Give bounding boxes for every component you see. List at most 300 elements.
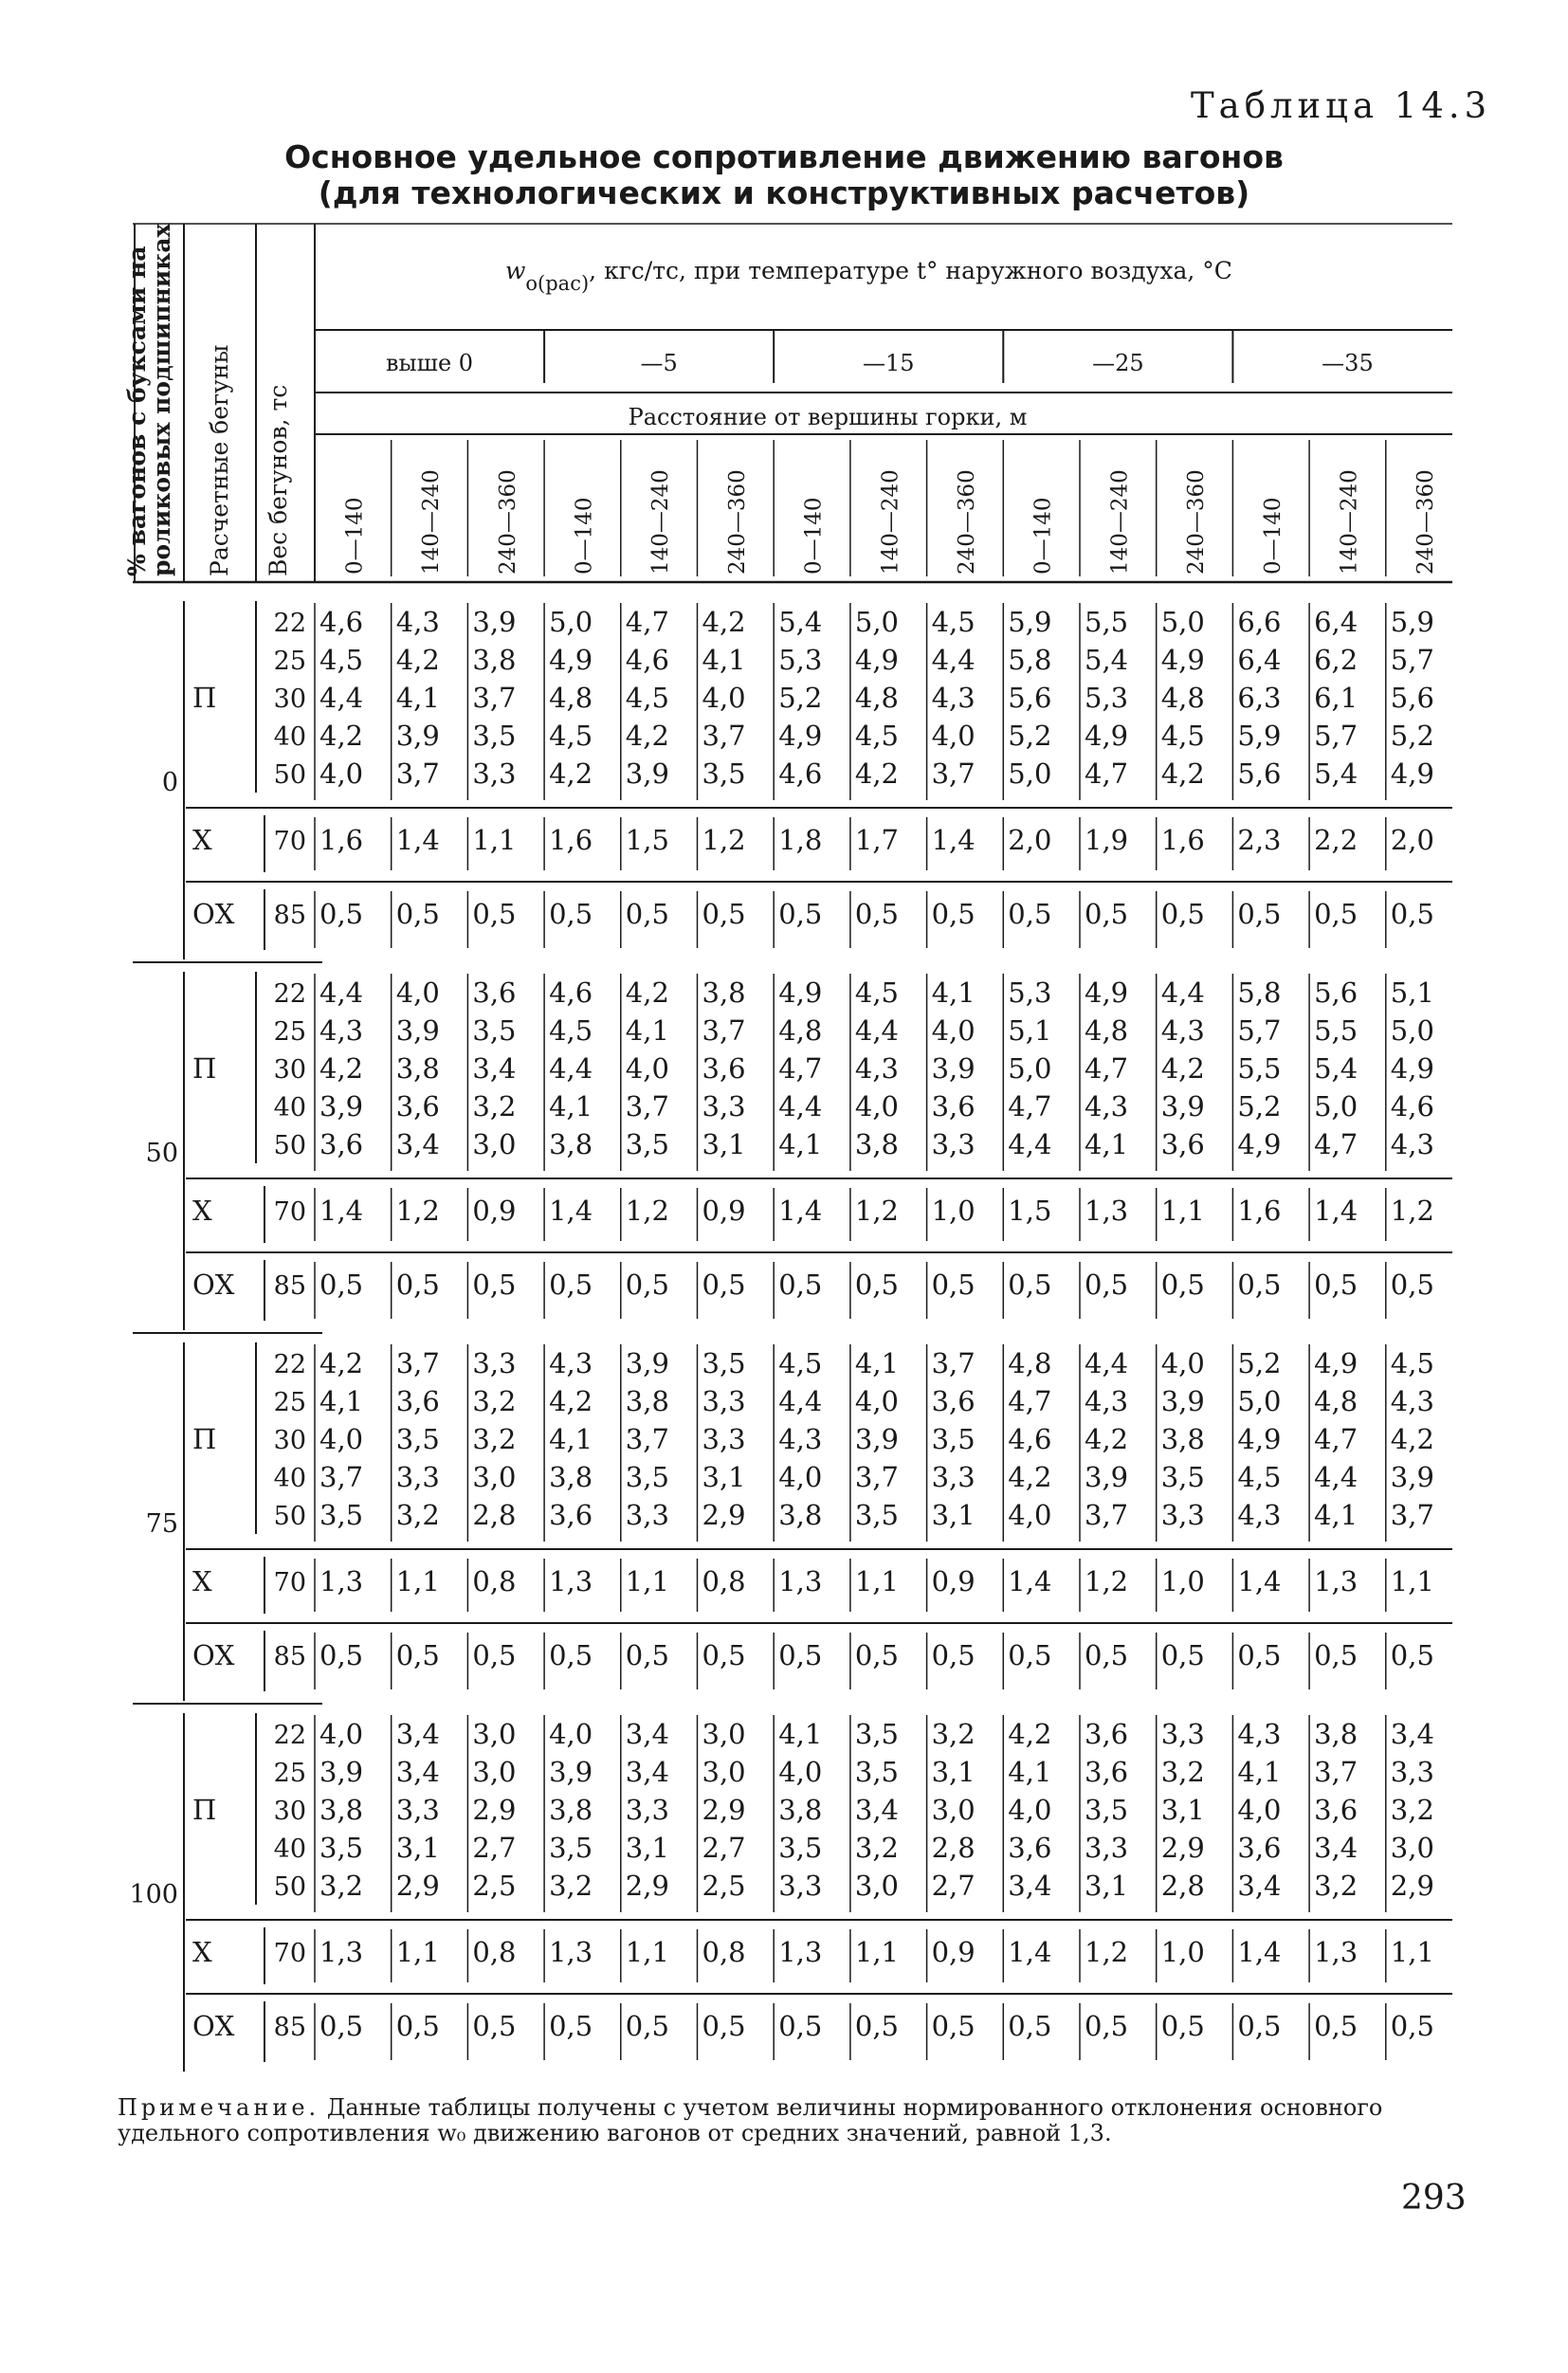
resistance-value: 4,0 (854, 1385, 900, 1417)
page-number: 293 (1401, 2179, 1467, 2218)
resistance-value: 4,0 (319, 1423, 364, 1455)
runner-weight: 85 (273, 1271, 306, 1301)
resistance-value: 1,1 (854, 1936, 900, 1968)
runner-weight: 50 (273, 1872, 306, 1902)
resistance-value: 3,0 (931, 1794, 975, 1826)
runner-weight: 25 (273, 1759, 306, 1788)
resistance-value: 3,7 (319, 1461, 364, 1493)
resistance-value: 3,3 (395, 1461, 440, 1493)
resistance-value: 5,5 (1237, 1052, 1282, 1085)
runner-weight: 70 (273, 1939, 306, 1968)
resistance-value: 4,2 (319, 1052, 364, 1085)
resistance-value: 3,2 (1160, 1756, 1205, 1788)
distance-header: 140—240 (1337, 469, 1362, 575)
distance-header: 0—140 (801, 497, 827, 575)
resistance-value: 3,9 (319, 1756, 364, 1788)
resistance-value: 3,6 (1314, 1794, 1358, 1826)
resistance-value: 4,2 (395, 644, 440, 676)
runner-weight: 85 (273, 1642, 306, 1671)
resistance-value: 3,9 (1160, 1385, 1205, 1417)
resistance-value: 3,2 (1390, 1794, 1434, 1826)
resistance-value: 3,9 (319, 1090, 364, 1123)
resistance-value: 1,1 (1160, 1195, 1205, 1227)
table-row (274, 1090, 1434, 1123)
resistance-value: 4,2 (1160, 758, 1205, 790)
distance-header: 140—240 (1107, 469, 1133, 575)
resistance-value: 0,5 (1390, 1639, 1434, 1671)
resistance-value: 0,5 (395, 898, 440, 930)
note-text: Данные таблицы получены с учетом величины нормированного отклонения основного удельного сопротивления w₀ движению вагонов от средних значений, равной 1,3. (118, 2094, 1383, 2146)
resistance-value: 4,0 (1237, 1794, 1282, 1826)
resistance-value: 3,1 (702, 1128, 746, 1160)
resistance-value: 0,5 (1085, 898, 1129, 930)
runner-weight: 22 (273, 609, 306, 638)
resistance-value: 3,7 (702, 720, 746, 752)
group-percent: 50 (145, 1139, 178, 1168)
resistance-value: 3,8 (778, 1794, 823, 1826)
resistance-value: 4,6 (625, 644, 669, 676)
resistance-value: 5,6 (1314, 977, 1358, 1009)
resistance-value: 3,5 (319, 1499, 364, 1531)
resistance-value: 0,5 (931, 1269, 975, 1301)
resistance-value: 3,1 (702, 1461, 746, 1493)
resistance-value: 3,5 (702, 758, 746, 790)
resistance-value: 3,8 (549, 1128, 593, 1160)
resistance-value: 3,6 (931, 1090, 975, 1123)
table-note (118, 2095, 1454, 2146)
resistance-value: 3,4 (1237, 1870, 1282, 1902)
resistance-value: 4,2 (1008, 1718, 1052, 1750)
group-percent: 100 (129, 1880, 178, 1909)
distance-header: Расстояние от вершины горки, м (628, 404, 1028, 430)
resistance-value: 5,0 (549, 606, 593, 638)
resistance-value: 6,6 (1237, 606, 1282, 638)
resistance-value: 3,8 (778, 1499, 823, 1531)
distance-header: 240—360 (954, 469, 979, 575)
resistance-value: 4,7 (625, 606, 669, 638)
table-row (274, 1756, 1434, 1788)
distance-header: 140—240 (878, 469, 903, 575)
table-body (129, 606, 1433, 2042)
resistance-value: 4,3 (549, 1347, 593, 1379)
table-row (192, 1936, 1434, 1968)
runner-weight: 30 (273, 685, 306, 714)
resistance-value: 6,1 (1314, 682, 1358, 714)
resistance-value: 3,6 (1085, 1718, 1129, 1750)
resistance-value: 1,1 (472, 824, 517, 856)
resistance-value: 1,3 (778, 1565, 823, 1597)
table-row (274, 758, 1434, 790)
resistance-value: 4,9 (854, 644, 900, 676)
resistance-value: 3,3 (702, 1090, 746, 1123)
resistance-value: 1,7 (854, 824, 900, 856)
resistance-value: 5,0 (1390, 1014, 1434, 1047)
resistance-value: 3,4 (1390, 1718, 1434, 1750)
resistance-value: 0,5 (1314, 1639, 1358, 1671)
resistance-value: 1,3 (319, 1565, 364, 1597)
resistance-value: 2,8 (1160, 1870, 1205, 1902)
resistance-value: 4,4 (854, 1014, 900, 1047)
resistance-value: 0,5 (702, 1269, 746, 1301)
distance-header: 240—360 (724, 469, 750, 575)
resistance-value: 5,0 (1160, 606, 1205, 638)
resistance-value: 4,8 (778, 1014, 823, 1047)
resistance-value: 3,2 (472, 1090, 517, 1123)
resistance-value: 5,5 (1085, 606, 1129, 638)
resistance-value: 2,9 (1160, 1832, 1205, 1864)
resistance-value: 3,4 (854, 1794, 900, 1826)
resistance-value: 4,3 (778, 1423, 823, 1455)
resistance-value: 3,8 (319, 1794, 364, 1826)
resistance-value: 4,1 (778, 1128, 823, 1160)
runner-weight: 40 (273, 1464, 306, 1493)
resistance-value: 4,0 (1008, 1794, 1052, 1826)
col-percent-header-line-1: % вагонов с буксами на (123, 246, 151, 576)
resistance-value: 3,5 (472, 1014, 517, 1047)
distance-header: 240—360 (1413, 469, 1439, 575)
resistance-value: 1,4 (1237, 1565, 1282, 1597)
resistance-value: 4,0 (778, 1461, 823, 1493)
resistance-value: 0,5 (702, 2010, 746, 2042)
resistance-value: 3,6 (395, 1385, 440, 1417)
resistance-value: 3,3 (472, 758, 517, 790)
resistance-value: 3,1 (1085, 1870, 1129, 1902)
resistance-value: 0,5 (472, 898, 517, 930)
resistance-value: 4,1 (395, 682, 440, 714)
resistance-value: 2,2 (1314, 824, 1358, 856)
resistance-value: 0,5 (1160, 1639, 1205, 1671)
resistance-value: 4,3 (1160, 1014, 1205, 1047)
resistance-value: 5,2 (1008, 720, 1052, 752)
resistance-value: 2,9 (702, 1499, 746, 1531)
resistance-value: 0,5 (549, 898, 593, 930)
resistance-value: 1,2 (1085, 1936, 1129, 1968)
table-row (192, 1269, 1434, 1301)
resistance-value: 3,5 (625, 1461, 669, 1493)
resistance-value: 3,2 (1314, 1870, 1358, 1902)
resistance-value: 4,1 (1085, 1128, 1129, 1160)
resistance-value: 3,9 (549, 1756, 593, 1788)
resistance-value: 0,8 (702, 1936, 746, 1968)
resistance-value: 2,7 (702, 1832, 746, 1864)
w-symbol: w (505, 257, 526, 284)
resistance-value: 4,0 (319, 1718, 364, 1750)
resistance-value: 3,6 (1160, 1128, 1205, 1160)
resistance-value: 6,3 (1237, 682, 1282, 714)
runner-type: Х (192, 1565, 212, 1597)
resistance-value: 5,0 (1008, 758, 1052, 790)
resistance-value: 3,4 (1008, 1870, 1052, 1902)
resistance-value: 5,1 (1008, 1014, 1052, 1047)
resistance-value: 0,5 (472, 1269, 517, 1301)
table-row (192, 824, 1434, 856)
resistance-value: 3,6 (1237, 1832, 1282, 1864)
temperature-header: —35 (1322, 350, 1374, 376)
resistance-value: 1,1 (1390, 1565, 1434, 1597)
resistance-value: 0,8 (472, 1565, 517, 1597)
resistance-value: 3,3 (702, 1423, 746, 1455)
runner-weight: 30 (273, 1797, 306, 1826)
resistance-value: 3,5 (1160, 1461, 1205, 1493)
table-title-line-2: (для технологических и конструктивных расчетов) (318, 174, 1250, 211)
runner-type: П (192, 682, 217, 714)
resistance-value: 0,5 (1390, 2010, 1434, 2042)
resistance-value: 4,4 (1008, 1128, 1052, 1160)
resistance-value: 3,9 (472, 606, 517, 638)
resistance-value: 3,0 (472, 1128, 517, 1160)
resistance-value: 1,2 (395, 1195, 440, 1227)
resistance-value: 3,3 (702, 1385, 746, 1417)
table-row (274, 1014, 1434, 1047)
resistance-value: 4,4 (778, 1090, 823, 1123)
resistance-value: 0,5 (549, 1269, 593, 1301)
resistance-value: 4,5 (549, 720, 593, 752)
resistance-value: 3,8 (702, 977, 746, 1009)
resistance-value: 0,5 (1160, 2010, 1205, 2042)
resistance-value: 3,8 (472, 644, 517, 676)
resistance-value: 3,7 (395, 758, 440, 790)
resistance-value: 2,9 (472, 1794, 517, 1826)
resistance-value: 3,5 (1085, 1794, 1129, 1826)
table-row (192, 1639, 1434, 1671)
resistance-value: 4,0 (319, 758, 364, 790)
resistance-value: 4,7 (1314, 1128, 1358, 1160)
runner-weight: 30 (273, 1426, 306, 1455)
resistance-value: 0,5 (1390, 1269, 1434, 1301)
resistance-value: 4,2 (625, 977, 669, 1009)
resistance-value: 4,3 (395, 606, 440, 638)
distance-header: 240—360 (495, 469, 520, 575)
resistance-value: 5,1 (1390, 977, 1434, 1009)
resistance-value: 1,3 (778, 1936, 823, 1968)
resistance-value: 2,5 (472, 1870, 517, 1902)
temperature-headers (386, 350, 1374, 376)
resistance-value: 3,8 (549, 1794, 593, 1826)
resistance-value: 4,5 (625, 682, 669, 714)
resistance-value: 3,7 (625, 1423, 669, 1455)
resistance-value: 0,5 (778, 1269, 823, 1301)
resistance-value: 1,2 (854, 1195, 900, 1227)
resistance-value: 5,4 (1085, 644, 1129, 676)
runner-weight: 70 (273, 1197, 306, 1227)
resistance-value: 0,5 (549, 2010, 593, 2042)
resistance-value: 0,5 (1237, 1639, 1282, 1671)
resistance-value: 4,9 (778, 720, 823, 752)
resistance-value: 0,5 (1008, 2010, 1052, 2042)
resistance-value: 4,9 (1237, 1128, 1282, 1160)
resistance-value: 3,0 (1390, 1832, 1434, 1864)
table-row (274, 720, 1434, 752)
resistance-value: 3,0 (472, 1461, 517, 1493)
resistance-value: 0,5 (1390, 898, 1434, 930)
runner-type: Х (192, 824, 212, 856)
resistance-value: 3,0 (854, 1870, 900, 1902)
resistance-value: 3,2 (854, 1832, 900, 1864)
resistance-value: 3,7 (472, 682, 517, 714)
resistance-value: 3,5 (549, 1832, 593, 1864)
temperature-header: —25 (1092, 350, 1144, 376)
resistance-value: 4,0 (395, 977, 440, 1009)
resistance-value: 1,4 (778, 1195, 823, 1227)
resistance-value: 1,3 (1085, 1195, 1129, 1227)
temperature-header: выше 0 (386, 350, 474, 376)
resistance-value: 4,2 (854, 758, 900, 790)
resistance-value: 1,5 (1008, 1195, 1052, 1227)
resistance-value: 4,9 (1160, 644, 1205, 676)
resistance-value: 6,2 (1314, 644, 1358, 676)
resistance-value: 3,3 (931, 1461, 975, 1493)
resistance-value: 3,7 (1314, 1756, 1358, 1788)
runner-type: ОХ (192, 2010, 235, 2042)
resistance-value: 3,7 (395, 1347, 440, 1379)
resistance-value: 3,6 (702, 1052, 746, 1085)
resistance-value: 3,1 (931, 1756, 975, 1788)
resistance-value: 3,5 (854, 1718, 900, 1750)
resistance-value: 4,2 (549, 1385, 593, 1417)
resistance-value: 0,5 (854, 2010, 900, 2042)
resistance-value: 3,9 (854, 1423, 900, 1455)
runner-weight: 22 (273, 1350, 306, 1379)
resistance-value: 3,3 (1390, 1756, 1434, 1788)
resistance-value: 4,8 (854, 682, 900, 714)
resistance-value: 1,1 (1390, 1936, 1434, 1968)
resistance-value: 3,7 (625, 1090, 669, 1123)
resistance-value: 3,9 (395, 720, 440, 752)
resistance-value: 3,3 (1160, 1718, 1205, 1750)
resistance-value: 3,5 (854, 1499, 900, 1531)
resistance-value: 4,5 (854, 977, 900, 1009)
runner-type: ОХ (192, 1269, 235, 1301)
resistance-value: 1,1 (854, 1565, 900, 1597)
resistance-value: 4,2 (1390, 1423, 1434, 1455)
resistance-value: 3,8 (1314, 1718, 1358, 1750)
resistance-value: 4,7 (1314, 1423, 1358, 1455)
resistance-value: 5,9 (1390, 606, 1434, 638)
table-row (192, 1565, 1434, 1597)
resistance-value: 1,1 (625, 1565, 669, 1597)
resistance-value: 5,8 (1008, 644, 1052, 676)
runner-weight: 25 (273, 1388, 306, 1417)
w-header (505, 257, 1232, 295)
resistance-value: 4,5 (931, 606, 975, 638)
distance-header: 140—240 (419, 469, 445, 575)
resistance-value: 3,3 (1160, 1499, 1205, 1531)
resistance-value: 3,4 (1314, 1832, 1358, 1864)
resistance-value: 3,7 (931, 1347, 975, 1379)
resistance-value: 4,0 (1008, 1499, 1052, 1531)
resistance-value: 1,4 (549, 1195, 593, 1227)
runner-type: П (192, 1794, 217, 1826)
runner-type: ОХ (192, 898, 235, 930)
resistance-value: 4,1 (778, 1718, 823, 1750)
runner-weight: 85 (273, 901, 306, 930)
resistance-value: 0,5 (1160, 898, 1205, 930)
resistance-value: 4,5 (1160, 720, 1205, 752)
resistance-value: 4,3 (1085, 1090, 1129, 1123)
resistance-value: 0,5 (702, 898, 746, 930)
temperature-header: —5 (640, 350, 678, 376)
resistance-value: 4,6 (319, 606, 364, 638)
resistance-value: 0,5 (1314, 1269, 1358, 1301)
runner-weight: 40 (273, 722, 306, 752)
resistance-value: 4,1 (1237, 1756, 1282, 1788)
resistance-value: 3,2 (472, 1423, 517, 1455)
resistance-value: 3,0 (472, 1718, 517, 1750)
resistance-value: 1,0 (1160, 1565, 1205, 1597)
resistance-value: 0,5 (1237, 2010, 1282, 2042)
resistance-value: 3,5 (395, 1423, 440, 1455)
resistance-value: 0,5 (549, 1639, 593, 1671)
resistance-value: 4,9 (549, 644, 593, 676)
resistance-value: 5,4 (1314, 758, 1358, 790)
resistance-value: 3,8 (625, 1385, 669, 1417)
resistance-value: 1,9 (1085, 824, 1129, 856)
resistance-value: 0,5 (778, 2010, 823, 2042)
resistance-value: 1,6 (1160, 824, 1205, 856)
resistance-value: 2,8 (931, 1832, 975, 1864)
runner-weight: 25 (273, 1017, 306, 1047)
resistance-value: 3,7 (1085, 1499, 1129, 1531)
resistance-value: 0,8 (702, 1565, 746, 1597)
resistance-value: 3,7 (702, 1014, 746, 1047)
w-subscript: о(рас) (525, 272, 590, 295)
resistance-value: 5,9 (1237, 720, 1282, 752)
resistance-table (123, 223, 1452, 2084)
resistance-value: 0,5 (1237, 898, 1282, 930)
resistance-value: 0,5 (625, 2010, 669, 2042)
resistance-value: 0,5 (625, 1269, 669, 1301)
resistance-value: 5,2 (1390, 720, 1434, 752)
resistance-value: 0,5 (854, 1639, 900, 1671)
resistance-value: 4,0 (931, 720, 975, 752)
resistance-value: 4,2 (319, 1347, 364, 1379)
resistance-value: 0,5 (1085, 1639, 1129, 1671)
resistance-value: 0,9 (702, 1195, 746, 1227)
runner-type: ОХ (192, 1639, 235, 1671)
resistance-value: 3,4 (395, 1756, 440, 1788)
table-title-line-1: Основное удельное сопротивление движению вагонов (284, 138, 1284, 175)
resistance-value: 5,0 (1314, 1090, 1358, 1123)
resistance-value: 3,9 (1390, 1461, 1434, 1493)
resistance-value: 4,1 (549, 1090, 593, 1123)
resistance-value: 2,9 (395, 1870, 440, 1902)
resistance-value: 2,7 (931, 1870, 975, 1902)
resistance-value: 4,4 (1160, 977, 1205, 1009)
resistance-value: 4,7 (1085, 758, 1129, 790)
resistance-value: 4,2 (1160, 1052, 1205, 1085)
runner-weight: 40 (273, 1835, 306, 1864)
resistance-value: 2,7 (472, 1832, 517, 1864)
resistance-value: 4,7 (1008, 1385, 1052, 1417)
resistance-value: 3,7 (854, 1461, 900, 1493)
table-row (274, 1385, 1434, 1417)
resistance-value: 0,5 (1008, 1269, 1052, 1301)
resistance-value: 4,0 (625, 1052, 669, 1085)
col-percent-header-line-2: роликовых подшипниках (148, 223, 175, 576)
resistance-value: 2,0 (1390, 824, 1434, 856)
runner-weight: 70 (273, 1568, 306, 1597)
resistance-value: 4,1 (549, 1423, 593, 1455)
runner-type: Х (192, 1936, 212, 1968)
resistance-value: 3,0 (702, 1756, 746, 1788)
resistance-value: 3,5 (931, 1423, 975, 1455)
resistance-value: 1,6 (1237, 1195, 1282, 1227)
col-weight-header: Вес бегунов, тс (264, 384, 292, 576)
resistance-value: 0,5 (931, 898, 975, 930)
resistance-value: 3,9 (1160, 1090, 1205, 1123)
resistance-value: 4,9 (1390, 1052, 1434, 1085)
resistance-value: 4,1 (931, 977, 975, 1009)
